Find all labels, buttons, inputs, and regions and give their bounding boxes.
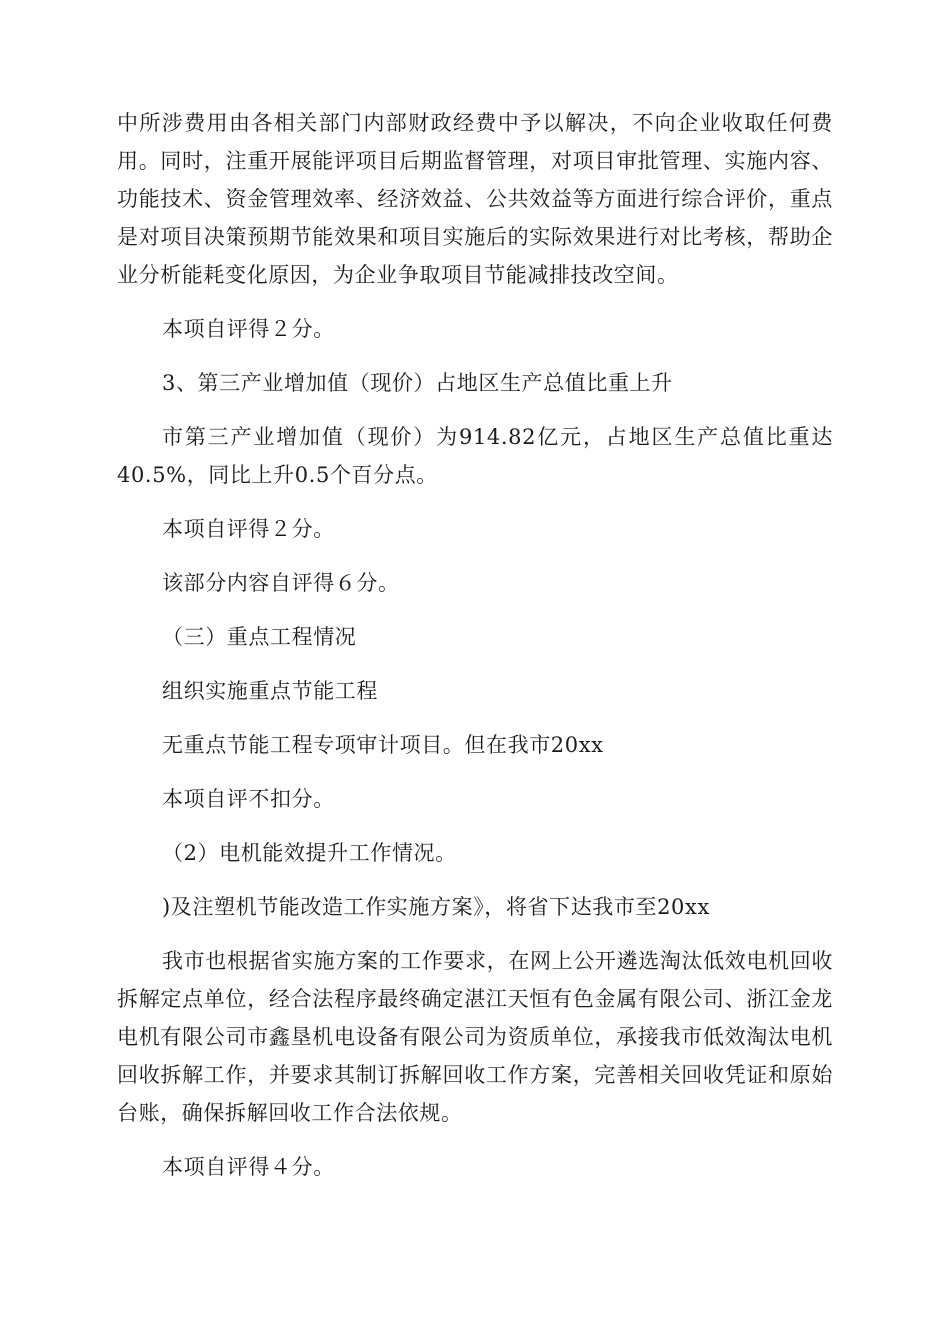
paragraph-tertiary-industry-value: 市第三产业增加值（现价）为914.82亿元，占地区生产总值比重达40.5%，同比上升0.5个百分点。 bbox=[117, 425, 833, 487]
paragraph-score-4: 本项自评得４分。 bbox=[162, 1155, 335, 1179]
paragraph-fee-handling: 中所涉费用由各相关部门内部财政经费中予以解决，不向企业收取任何费用。同时，注重开展能评项目后期监督管理，对项目审批管理、实施内容、功能技术、资金管理效率、经济效益、公共效益等方面进行综合评价，重点是对项目决策预期节能效果和项目实施后的实际效果进行对比考核，帮助企业分析能耗变化原因，为企业争取项目节能减排技改空间。 bbox=[117, 111, 833, 287]
paragraph-no-deduction: 本项自评不扣分。 bbox=[162, 787, 335, 811]
paragraph-score-2b: 本项自评得２分。 bbox=[162, 517, 335, 541]
paragraph-section-score-6: 该部分内容自评得６分。 bbox=[162, 571, 400, 595]
paragraph-injection-molding-plan: )及注塑机节能改造工作实施方案》，将省下达我市至20xx bbox=[162, 895, 710, 919]
heading-tertiary-industry: 3、第三产业增加值（现价）占地区生产总值比重上升 bbox=[162, 371, 673, 395]
paragraph-score-2a: 本项自评得２分。 bbox=[162, 317, 335, 341]
paragraph-no-audit-projects: 无重点节能工程专项审计项目。但在我市20xx bbox=[162, 733, 604, 757]
document-page bbox=[117, 104, 833, 1202]
heading-organize-key-projects: 组织实施重点节能工程 bbox=[162, 679, 378, 703]
paragraph-motor-recycling: 我市也根据省实施方案的工作要求，在网上公开遴选淘汰低效电机回收拆解定点单位，经合法程序最终确定湛江天恒有色金属有限公司、浙江金龙电机有限公司市鑫垦机电设备有限公司为资质单位，承接我市低效淘汰电机回收拆解工作，并要求其制订拆解回收工作方案，完善相关回收凭证和原始台账，确保拆解回收工作合法依规。 bbox=[117, 949, 833, 1125]
heading-key-projects: （三）重点工程情况 bbox=[162, 625, 357, 649]
heading-motor-efficiency: （2）电机能效提升工作情况。 bbox=[162, 841, 457, 865]
